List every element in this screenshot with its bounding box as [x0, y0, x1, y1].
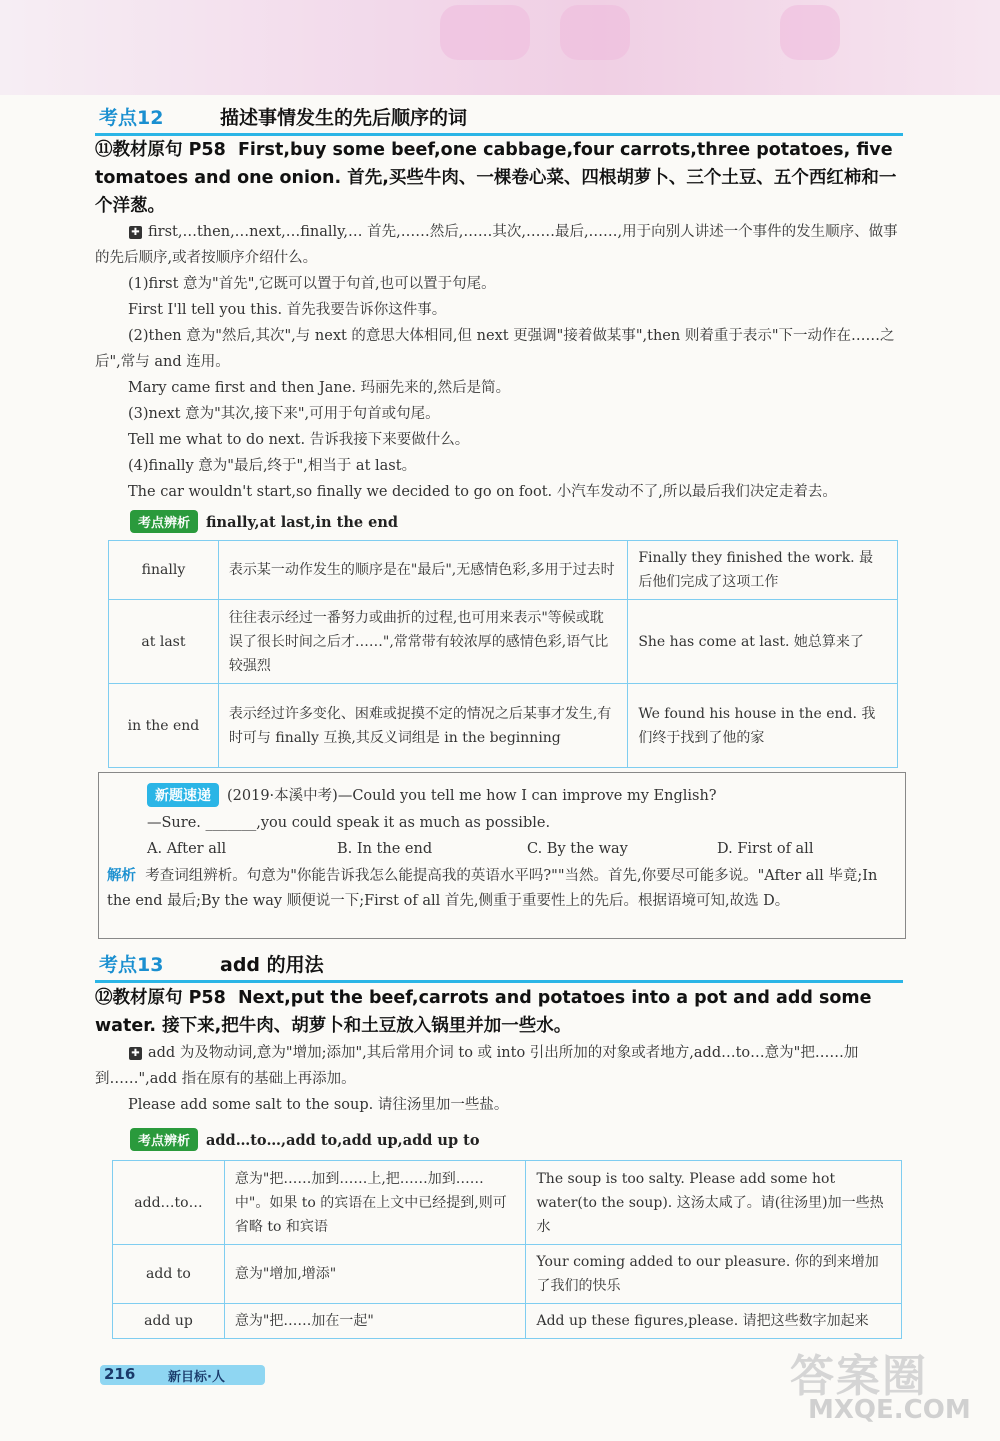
option-b: B. In the end — [337, 841, 433, 857]
comparison-badge: 考点辨析 — [130, 1128, 198, 1151]
section-tag: 考点13 — [99, 954, 164, 976]
analysis — [107, 864, 902, 914]
decoration-blob — [560, 5, 630, 60]
page-footer — [100, 1365, 265, 1385]
original-english: Next,put the beef,carrots and potatoes into a pot and add some water. — [95, 988, 872, 1036]
section-12-header — [95, 103, 903, 136]
book-name: 新目标·人 — [168, 1370, 225, 1385]
watermark-url: MXQE.COM — [808, 1395, 971, 1425]
example-1: First I'll tell you this. 首先我要告诉你这件事。 — [128, 302, 447, 318]
table-cell-desc: 意为"把……加在一起" — [224, 1304, 526, 1339]
table-cell-term: at last — [109, 600, 219, 684]
table-cell-desc: 意为"把……加到……上,把……加到……中"。如果 to 的宾语在上文中已经提到,则可省略 to 和宾语 — [224, 1161, 526, 1245]
example-3: Tell me what to do next. 告诉我接下来要做什么。 — [128, 432, 470, 448]
option-c: C. By the way — [527, 841, 628, 857]
table-cell-term: finally — [109, 541, 219, 600]
table-cell-example: She has come at last. 她总算来了 — [628, 600, 898, 684]
original-chinese: 首先,买些牛肉、一棵卷心菜、四根胡萝卜、三个土豆、五个西红柿和一个洋葱。 — [95, 168, 897, 216]
example: Please add some salt to the soup. 请往汤里加一些盐。 — [128, 1097, 509, 1113]
question-line — [147, 783, 717, 807]
table-cell-example: The soup is too salty. Please add some hot water(to the soup). 这汤太咸了。请(往汤里)加一些热水 — [526, 1161, 902, 1245]
table-row — [113, 1161, 902, 1245]
question-text: (2019·本溪中考)—Could you tell me how I can improve my English? — [227, 788, 717, 804]
decoration-blob — [440, 5, 530, 60]
table-cell-term: in the end — [109, 684, 219, 768]
table-cell-term: add up — [113, 1304, 225, 1339]
comparison-heading-13 — [130, 1128, 480, 1151]
comparison-badge: 考点辨析 — [130, 510, 198, 533]
table-cell-term: add…to… — [113, 1161, 225, 1245]
explanation-13 — [95, 1040, 910, 1118]
watermark-logo: 答案圈 — [790, 1351, 928, 1402]
option-d: D. First of all — [717, 841, 814, 857]
original-sentence-12 — [95, 136, 910, 220]
original-label: ⑪教材原句 P58 — [95, 140, 226, 160]
original-label: ⑫教材原句 P58 — [95, 988, 226, 1008]
table-row — [109, 600, 898, 684]
new-question-box — [98, 772, 906, 939]
answer-line: —Sure. _______,you could speak it as much as possible. — [147, 815, 551, 831]
section-title: 描述事情发生的先后顺序的词 — [220, 107, 468, 129]
comparison-terms: add…to…,add to,add up,add up to — [206, 1132, 480, 1149]
table-row — [113, 1304, 902, 1339]
analysis-label: 解析 — [107, 868, 136, 884]
table-cell-example: We found his house in the end. 我们终于找到了他的家 — [628, 684, 898, 768]
example-2: Mary came first and then Jane. 玛丽先来的,然后是简。 — [128, 380, 511, 396]
point-2: (2)then 意为"然后,其次",与 next 的意思大体相同,但 next 更强调"接着做某事",then 则着重于表示"下一动作在……之后",常与 and 连用。 — [95, 328, 895, 370]
table-cell-example: Finally they finished the work. 最后他们完成了这项工作 — [628, 541, 898, 600]
table-cell-example: Your coming added to our pleasure. 你的到来增加了我们的快乐 — [526, 1245, 902, 1304]
table-cell-example: Add up these figures,please. 请把这些数字加起来 — [526, 1304, 902, 1339]
intro-text: first,…then,…next,…finally,… 首先,……然后,……其次,……最后,……,用于向别人讲述一个事件的发生顺序、做事的先后顺序,或者按顺序介绍什么。 — [95, 224, 898, 266]
top-decoration — [0, 0, 1000, 95]
decoration-blob — [780, 5, 840, 60]
example-4: The car wouldn't start,so finally we decided to go on foot. 小汽车发动不了,所以最后我们决定走着去。 — [128, 484, 837, 500]
original-chinese: 接下来,把牛肉、胡萝卜和土豆放入锅里并加一些水。 — [162, 1016, 572, 1036]
table-row — [113, 1245, 902, 1304]
table-cell-desc: 往往表示经过一番努力或曲折的过程,也可用来表示"等候或耽误了很长时间之后才……",常常带有较浓厚的感情色彩,语气比较强烈 — [218, 600, 627, 684]
table-row — [109, 684, 898, 768]
table-cell-desc: 意为"增加,增添" — [224, 1245, 526, 1304]
comparison-terms: finally,at last,in the end — [206, 514, 399, 531]
table-row — [109, 541, 898, 600]
original-english: First,buy some beef,one cabbage,four carrots,three potatoes, five tomatoes and one onion. — [95, 140, 893, 188]
page-number: 216 — [104, 1365, 136, 1383]
comparison-heading-12 — [130, 510, 398, 533]
comparison-table-13 — [112, 1160, 902, 1339]
explanation-12 — [95, 219, 910, 505]
section-tag: 考点12 — [99, 107, 164, 129]
point-1: (1)first 意为"首先",它既可以置于句首,也可以置于句尾。 — [128, 276, 496, 292]
point-4: (4)finally 意为"最后,终于",相当于 at last。 — [128, 458, 417, 474]
section-13-header — [95, 950, 903, 983]
new-question-badge: 新题速递 — [147, 783, 219, 807]
section-title: add 的用法 — [220, 954, 324, 976]
table-cell-desc: 表示某一动作发生的顺序是在"最后",无感情色彩,多用于过去时 — [218, 541, 627, 600]
intro-text: add 为及物动词,意为"增加;添加",其后常用介词 to 或 into 引出所加的对象或者地方,add…to…意为"把……加到……",add 指在原有的基础上再添加。 — [95, 1045, 859, 1087]
note-icon: ✚ — [129, 226, 142, 239]
point-3: (3)next 意为"其次,接下来",可用于句首或句尾。 — [128, 406, 440, 422]
table-cell-desc: 表示经过许多变化、困难或捉摸不定的情况之后某事才发生,有时可与 finally 互换,其反义词组是 in the beginning — [218, 684, 627, 768]
original-sentence-13 — [95, 984, 910, 1040]
comparison-table-12 — [108, 540, 898, 768]
table-cell-term: add to — [113, 1245, 225, 1304]
note-icon: ✚ — [129, 1047, 142, 1060]
option-a: A. After all — [147, 841, 227, 857]
analysis-text: 考查词组辨析。句意为"你能告诉我怎么能提高我的英语水平吗?""当然。首先,你要尽可能多说。"After all 毕竟;In the end 最后;By the way 顺便说一下;First of all 首先,侧重于重要性上的先后。根据语境可知,故选 D。 — [107, 868, 878, 909]
